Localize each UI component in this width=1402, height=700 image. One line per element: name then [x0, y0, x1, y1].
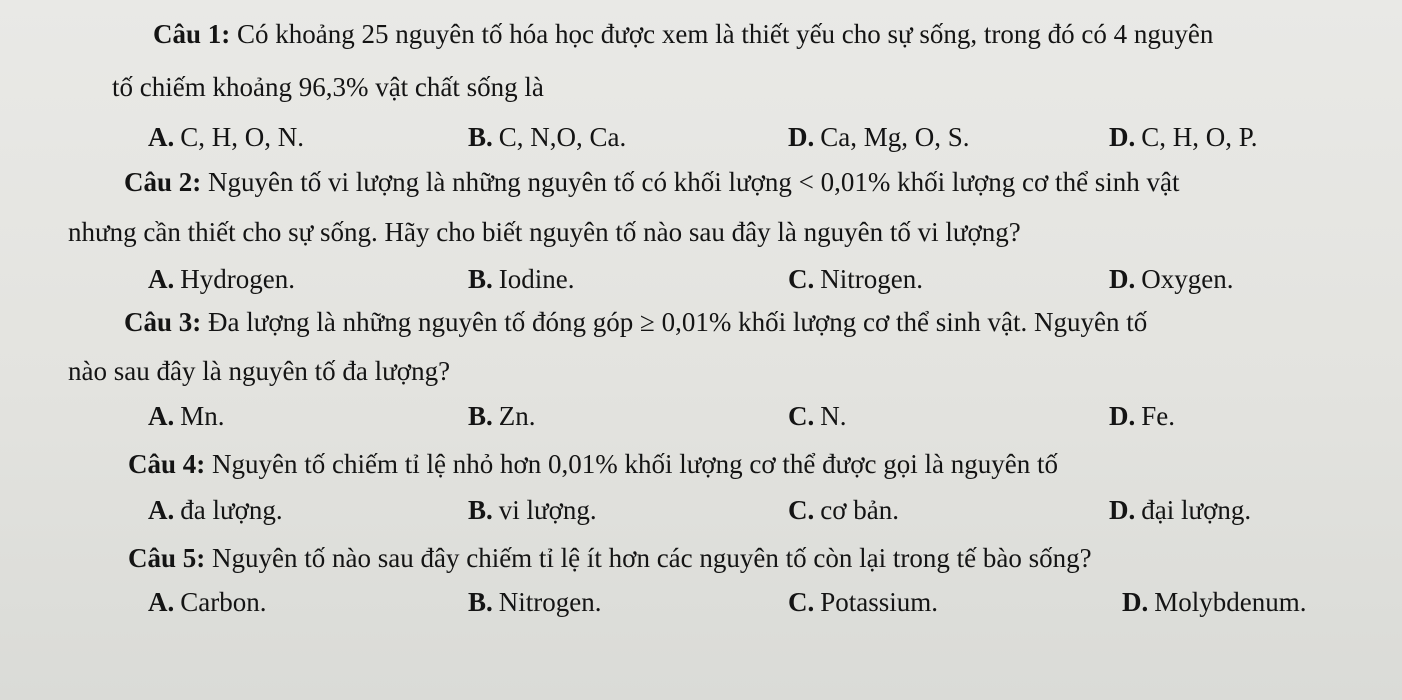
option-text: Nitrogen.	[498, 587, 602, 617]
option-d[interactable]	[1109, 400, 1175, 432]
option-text: N.	[820, 401, 847, 431]
question-label: Câu 3:	[124, 307, 202, 337]
option-text: vi lượng.	[498, 495, 597, 525]
option-b[interactable]	[468, 121, 626, 153]
option-d[interactable]	[1109, 121, 1258, 153]
question-text: Có khoảng 25 nguyên tố hóa học được xem là thiết yếu cho sự sống, trong đó có 4 nguyên	[237, 19, 1214, 49]
option-letter: A.	[148, 401, 175, 431]
option-letter: B.	[468, 495, 493, 525]
option-text: Iodine.	[498, 264, 575, 294]
question-text: Nguyên tố chiếm tỉ lệ nhỏ hơn 0,01% khối lượng cơ thể được gọi là nguyên tố	[212, 449, 1059, 479]
option-text: Hydrogen.	[180, 264, 295, 294]
option-text: đa lượng.	[180, 495, 283, 525]
question-text: tố chiếm khoảng 96,3% vật chất sống là	[112, 72, 544, 102]
question-stem-line	[112, 71, 544, 103]
option-letter: A.	[148, 264, 175, 294]
question-stem-line	[153, 18, 1213, 50]
question-label: Câu 2:	[124, 167, 202, 197]
option-a[interactable]	[148, 400, 225, 432]
option-a[interactable]	[148, 121, 304, 153]
option-c[interactable]	[788, 263, 923, 295]
option-text: Molybdenum.	[1154, 587, 1307, 617]
question-stem-line	[128, 448, 1058, 480]
option-d[interactable]	[1109, 494, 1251, 526]
option-letter: A.	[148, 587, 175, 617]
option-letter: B.	[468, 587, 493, 617]
question-text: Đa lượng là những nguyên tố đóng góp ≥ 0,01% khối lượng cơ thể sinh vật. Nguyên tố	[208, 307, 1148, 337]
option-b[interactable]	[468, 494, 597, 526]
question-label: Câu 4:	[128, 449, 206, 479]
question-text: nào sau đây là nguyên tố đa lượng?	[68, 356, 451, 386]
question-stem-line	[124, 166, 1180, 198]
option-text: Fe.	[1141, 401, 1175, 431]
option-text: Nitrogen.	[820, 264, 923, 294]
option-a[interactable]	[148, 586, 266, 618]
option-text: đại lượng.	[1141, 495, 1252, 525]
option-letter: C.	[788, 401, 815, 431]
option-a[interactable]	[148, 494, 283, 526]
option-letter: B.	[468, 122, 493, 152]
option-letter: D.	[1109, 401, 1136, 431]
option-letter: A.	[148, 122, 175, 152]
option-text: Carbon.	[180, 587, 267, 617]
option-c[interactable]	[788, 400, 847, 432]
question-text: Nguyên tố nào sau đây chiếm tỉ lệ ít hơn các nguyên tố còn lại trong tế bào sống?	[212, 543, 1092, 573]
option-letter: C.	[788, 495, 815, 525]
question-stem-line	[68, 216, 1021, 248]
option-text: Oxygen.	[1141, 264, 1234, 294]
option-text: Mn.	[180, 401, 225, 431]
option-b[interactable]	[468, 400, 536, 432]
option-letter: C.	[788, 587, 815, 617]
option-b[interactable]	[468, 586, 602, 618]
option-a[interactable]	[148, 263, 295, 295]
option-text: C, H, O, P.	[1141, 122, 1258, 152]
question-stem-line	[68, 355, 450, 387]
option-d[interactable]	[1109, 263, 1233, 295]
option-c[interactable]	[788, 494, 899, 526]
option-letter: B.	[468, 401, 493, 431]
option-text: C, N,O, Ca.	[498, 122, 627, 152]
option-c[interactable]	[788, 121, 970, 153]
option-letter: C.	[788, 264, 815, 294]
option-text: Ca, Mg, O, S.	[820, 122, 970, 152]
option-letter: D.	[788, 122, 815, 152]
option-b[interactable]	[468, 263, 575, 295]
option-text: C, H, O, N.	[180, 122, 305, 152]
question-stem-line	[128, 542, 1092, 574]
option-letter: B.	[468, 264, 493, 294]
option-letter: A.	[148, 495, 175, 525]
question-text: Nguyên tố vi lượng là những nguyên tố có khối lượng < 0,01% khối lượng cơ thể sinh vật	[208, 167, 1180, 197]
option-letter: D.	[1109, 122, 1136, 152]
question-text: nhưng cần thiết cho sự sống. Hãy cho biết nguyên tố nào sau đây là nguyên tố vi lượng?	[68, 217, 1021, 247]
option-text: Potassium.	[820, 587, 939, 617]
option-c[interactable]	[788, 586, 938, 618]
option-letter: D.	[1109, 264, 1136, 294]
option-letter: D.	[1122, 587, 1149, 617]
option-text: cơ bản.	[820, 495, 899, 525]
question-stem-line	[124, 306, 1147, 338]
question-label: Câu 1:	[153, 19, 231, 49]
option-d[interactable]	[1122, 586, 1307, 618]
option-letter: D.	[1109, 495, 1136, 525]
question-label: Câu 5:	[128, 543, 206, 573]
option-text: Zn.	[498, 401, 536, 431]
